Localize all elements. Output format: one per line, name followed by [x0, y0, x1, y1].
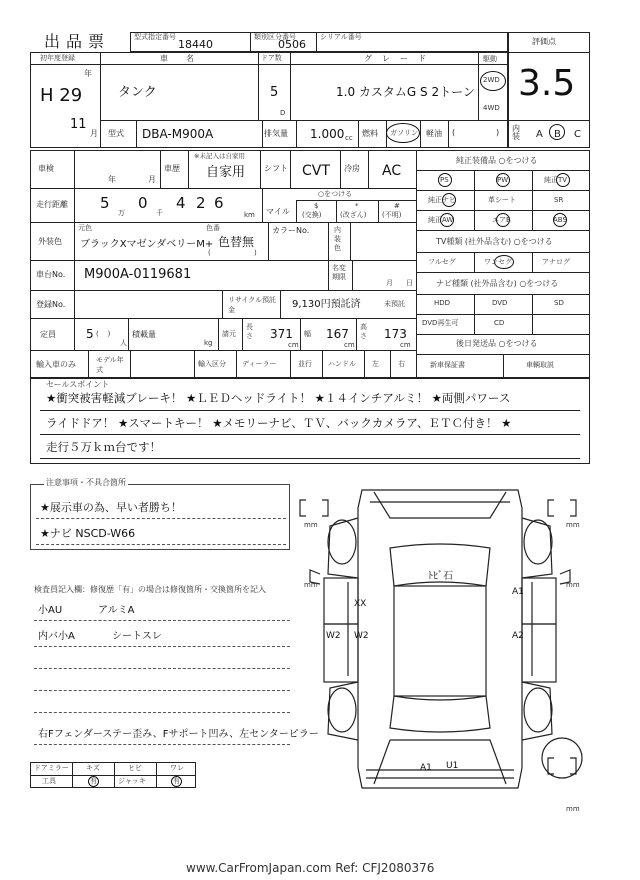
equip-leather: 革シート: [488, 196, 516, 204]
mileage-unit-sen: 千: [156, 209, 163, 217]
mileage-digit-3: 4: [176, 194, 186, 212]
score-value: 3.5: [518, 63, 576, 104]
diesel-paren-close: ): [496, 128, 500, 137]
recycle-value: 9,130円預託済: [292, 299, 361, 310]
displacement-value: 1.000: [310, 127, 345, 141]
mileage-digit-5: 6: [214, 194, 224, 212]
car-damage-diagram: [290, 478, 590, 808]
diag-rear-a1: A1: [420, 763, 432, 773]
load-label: 積載量: [132, 330, 156, 339]
import-dealer: ディーラー: [242, 360, 277, 368]
color-code-value: 色替無: [218, 235, 255, 249]
interior-label: 内装: [512, 124, 520, 141]
equip-navi: 純正ナビ: [428, 196, 456, 204]
tools-tool-value: 有: [90, 777, 97, 785]
odo-tamper-label: (改ざん): [340, 211, 367, 219]
capacity-unit: 人: [120, 339, 127, 347]
first-reg-label: 初年度登録: [40, 54, 75, 62]
door-sub: D: [280, 109, 286, 117]
tools-h-broken: ワレ: [170, 764, 184, 772]
inspector-label: 検査員記入欄：修復歴「有」の場合は修復箇所・交換箇所を記入: [34, 585, 266, 594]
tv-type-title: TV種類 (社外品含む) ○をつける: [436, 237, 553, 246]
odo-unknown-label: (不明): [382, 211, 402, 219]
load-unit: kg: [204, 339, 213, 347]
sales-line-3: 走行５万ｋｍ台です！: [46, 440, 161, 454]
equipment-title: 純正装備品 ○をつける: [456, 156, 538, 165]
color-paren-open: (: [208, 249, 211, 257]
history-label: 車歴: [164, 164, 180, 173]
diag-a1: A1: [512, 587, 524, 597]
nav-type-title: ナビ種類 (社外品含む) ○をつける: [436, 279, 559, 288]
capacity-label: 定員: [40, 330, 56, 339]
odo-tamper-mark: *: [355, 202, 359, 210]
tools-jack-label: ジャッキ: [118, 777, 146, 785]
inspect-1a: 小AU: [38, 605, 63, 616]
tools-h-mirror: ドアミラー: [34, 764, 69, 772]
capacity-paren: ( ): [96, 330, 111, 338]
diag-xx: XX: [354, 599, 367, 609]
frame-label: 車台No.: [36, 270, 66, 279]
mileage-label: 走行距離: [36, 200, 68, 209]
diag-mm-br: mm: [566, 805, 580, 813]
color-code-label: 色番: [206, 224, 220, 232]
first-reg-month-unit: 月: [90, 129, 98, 138]
diesel-label: 軽油: [426, 129, 442, 138]
form-title: 出品票: [44, 32, 111, 51]
odo-swap-label: (交換): [302, 211, 322, 219]
equip-abs: ABS: [553, 216, 567, 224]
length-label: 長さ: [246, 323, 253, 340]
mileage-digit-1: 5: [100, 194, 110, 212]
length-unit: cm: [288, 341, 299, 349]
frame-value: M900A-0119681: [84, 267, 192, 282]
width-unit: cm: [344, 341, 355, 349]
equip-tv: 純正TV: [544, 176, 568, 184]
tools-h-crack: ヒビ: [128, 764, 142, 772]
fuel-label: 燃料: [362, 129, 378, 138]
diag-mm-tr: mm: [566, 521, 580, 529]
shaken-label: 車検: [38, 164, 54, 173]
fuel-value: ガソリン: [390, 129, 418, 137]
ac-value: AC: [382, 163, 402, 179]
recycle-label: リサイクル預託金: [228, 296, 277, 314]
tv-analog: アナログ: [542, 258, 570, 266]
interior-c: C: [574, 129, 581, 140]
later-title: 後日発送品 ○をつける: [456, 339, 538, 348]
serial-label: シリアル番号: [320, 33, 362, 41]
inspect-3: 右Fフェンダーステー歪み、Fサポート凹み、左センターピラー: [38, 729, 319, 740]
diag-a2: A2: [512, 631, 524, 641]
class-number-label: 類別区分番号: [254, 33, 296, 41]
diesel-paren-open: (: [452, 128, 456, 137]
door-label: ドア数: [261, 54, 282, 62]
equip-pw: PW: [497, 176, 509, 184]
diag-mm-ml: mm: [304, 581, 318, 589]
import-parallel: 並行: [298, 360, 312, 368]
class-number-value: 0506: [278, 38, 306, 51]
odo-unknown-mark: #: [394, 202, 400, 210]
score-label: 評価点: [532, 37, 556, 46]
mileage-circle-note: ○をつける: [318, 190, 353, 198]
color-label: 外装色: [38, 237, 62, 246]
diag-w2-left: W2: [326, 631, 341, 641]
notes-box: [30, 484, 290, 550]
interior-a: A: [536, 129, 543, 140]
first-reg-era: H 29: [40, 85, 83, 106]
model-value: DBA-M900A: [142, 127, 214, 141]
tools-h-scratch: キズ: [86, 764, 100, 772]
orig-color-label: 元色: [78, 224, 92, 232]
interior-color-label: 内装色: [334, 226, 341, 252]
odo-swap-mark: $: [314, 202, 319, 210]
equip-aw: 純正AW: [428, 216, 454, 224]
inspect-2a: 内バ小A: [38, 631, 75, 642]
shaken-year-unit: 年: [108, 175, 116, 184]
tools-jack-value: 有: [173, 777, 180, 785]
tools-tool-label: 工具: [42, 777, 56, 785]
mileage-digit-2: 0: [138, 194, 148, 212]
handle-left: 左: [372, 360, 379, 368]
capacity-value: 5: [86, 327, 94, 341]
mileage-digit-4: 2: [196, 194, 206, 212]
name-change-day: 日: [406, 279, 413, 287]
drive-2wd: 2WD: [483, 76, 500, 84]
diag-w2-inner: W2: [354, 631, 369, 641]
displacement-unit: cc: [345, 134, 353, 142]
color-paren-close: ): [254, 249, 257, 257]
color-no-label: カラーNo.: [272, 226, 310, 235]
model-year-label: モデル年式: [96, 356, 124, 374]
length-value: 371: [270, 327, 293, 341]
type-approval-label: 型式指定番号: [134, 33, 176, 41]
equip-airbag: エアB: [492, 216, 511, 224]
later-warranty: 新車保証書: [430, 361, 465, 369]
equip-ps: PS: [440, 176, 449, 184]
nav-sd: SD: [554, 299, 564, 307]
drive-4wd: 4WD: [483, 104, 500, 112]
handle-label: ハンドル: [328, 360, 356, 368]
shift-label: シフト: [264, 164, 288, 173]
drive-label: 駆動: [483, 55, 497, 63]
inspect-1b: アルミA: [98, 605, 135, 616]
recycle-unpaid: 未預託: [384, 300, 405, 308]
sales-line-2: ライドドア！ ★スマートキー！ ★メモリーナビ、ＴＶ、バックカメラア、ＥＴＣ付き！ ★: [46, 416, 512, 430]
import-label: 輸入車のみ: [36, 360, 76, 369]
nav-cd: CD: [494, 319, 505, 327]
car-name-label: 車名: [160, 54, 212, 63]
import-kubun-label: 輸入区分: [198, 360, 226, 368]
sales-line-1: ★衝突被害軽減ブレーキ！ ★ＬＥＤヘッドライト！ ★１４インチアルミ！ ★両側パワース: [46, 391, 511, 405]
seikyu-label: 請元: [222, 330, 236, 338]
tv-oneseg: ワンセグ: [484, 258, 512, 266]
history-value: 自家用: [206, 165, 246, 180]
shaken-month-unit: 月: [148, 175, 156, 184]
interior-b: B: [554, 129, 561, 140]
notes-label: 注意事項・不具合箇所: [46, 478, 126, 487]
handle-right: 右: [398, 360, 405, 368]
nav-dvd-play: DVD再生可: [422, 319, 459, 327]
equip-sr: SR: [554, 196, 564, 204]
history-note: ※未記入は自家用: [194, 152, 245, 160]
shift-value: CVT: [302, 163, 330, 179]
height-unit: cm: [400, 341, 411, 349]
width-value: 167: [326, 327, 349, 341]
orig-color-value: ブラックXマゼンダベリーM+: [80, 239, 214, 250]
tv-fullseg: フルセグ: [428, 258, 456, 266]
reg-label: 登録No.: [36, 300, 66, 309]
diag-windshield-chip: ﾄﾋﾞ石: [428, 571, 453, 582]
inspect-2b: シートスレ: [112, 631, 162, 642]
height-value: 173: [384, 327, 407, 341]
first-reg-month: 11: [70, 117, 87, 132]
name-change-month: 月: [386, 279, 393, 287]
nav-hdd: HDD: [434, 299, 451, 307]
height-label: 高さ: [360, 323, 367, 340]
name-change-label: 名変期限: [332, 264, 346, 281]
diag-mm-tl: mm: [304, 521, 318, 529]
grade-label: グレード: [364, 54, 436, 63]
displacement-label: 排気量: [264, 129, 288, 138]
notes-line-2: ★ナビ NSCD-W66: [40, 527, 136, 540]
door-count: 5: [270, 85, 279, 100]
mileage-unit-km: km: [244, 211, 255, 219]
width-label: 幅: [304, 330, 311, 338]
sales-point-label: セールスポイント: [46, 380, 110, 389]
grade-value: 1.0 カスタムG S 2トーン: [336, 85, 475, 99]
notes-line-1: ★展示車の為、早い者勝ち！: [40, 501, 182, 514]
diag-rear-u1: U1: [446, 761, 459, 771]
first-reg-year-unit: 年: [84, 69, 92, 78]
diag-mm-mr: mm: [566, 581, 580, 589]
ac-label: 冷房: [344, 164, 360, 173]
nav-dvd: DVD: [492, 299, 508, 307]
later-manual: 車輌取説: [526, 361, 554, 369]
mileage-unit-man: 万: [118, 209, 125, 217]
mile-label: マイル: [266, 207, 290, 216]
footer-watermark: www.CarFromJapan.com Ref: CFJ2080376: [186, 861, 435, 875]
type-approval-value: 18440: [178, 38, 213, 51]
model-label: 型式: [108, 129, 124, 138]
car-name: タンク: [118, 85, 157, 100]
